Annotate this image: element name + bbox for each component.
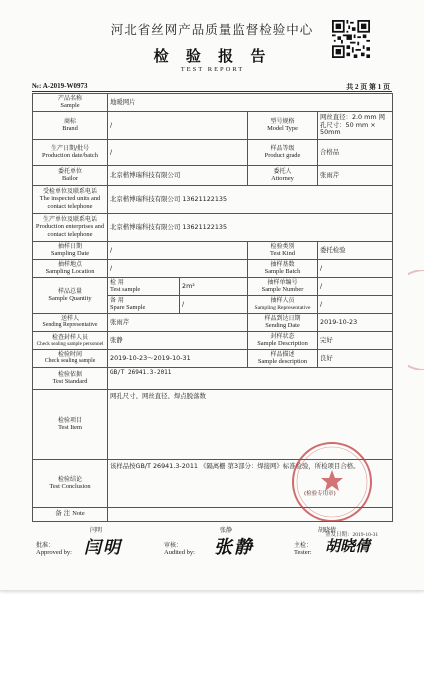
table-row xyxy=(33,277,393,295)
tester-label: 主检： Tester: xyxy=(294,542,313,556)
sending-rep-label: 送样人 Sending Representative xyxy=(33,313,108,331)
sending-date-label: 样品到达日期 Sending Date xyxy=(248,313,318,331)
spare-sample-label: 备 用 Spare Sample xyxy=(108,295,180,313)
brand-label: 商标 Brand xyxy=(33,111,108,139)
bailor-label: 委托单位 Bailor xyxy=(33,165,108,185)
production-enterprise-value: 北京楷博瑞科技有限公司 13621122135 xyxy=(108,213,393,241)
check-personnel-label: 检查封样人员 Check sealing sample personnel xyxy=(33,331,108,349)
sampling-date-label: 抽样日期 Sampling Date xyxy=(33,241,108,259)
document-number: №: A-2019-W0973 xyxy=(32,82,88,90)
check-personnel-value: 张静 xyxy=(108,331,248,349)
approver-printed-name: 闫明 xyxy=(90,527,103,534)
product-name-value: 地暖网片 xyxy=(108,94,393,112)
sampling-rep-label: 抽样人员 Sampling Representative xyxy=(248,295,318,313)
issue-date-value: 2019-10-31 xyxy=(352,532,379,538)
sample-desc-value: 良好 xyxy=(318,349,393,367)
table-row xyxy=(33,259,393,277)
approver-signature: 闫明 xyxy=(84,538,122,558)
sample-batch-label: 抽样基数 Sample Batch xyxy=(248,259,318,277)
sampling-location-label: 抽样地点 Sampling Location xyxy=(33,259,108,277)
test-conclusion-value: 该样品按GB/T 26941.3-2011 《隔离栅 第3部分：焊接网》标准检验，所检项目合格。 xyxy=(108,459,393,507)
sample-number-value: / xyxy=(318,277,393,295)
table-row xyxy=(33,349,393,367)
bailor-value: 北京楷博瑞科技有限公司 xyxy=(108,165,248,185)
sample-batch-value: / xyxy=(318,259,393,277)
sampling-date-value: / xyxy=(108,241,248,259)
grade-value: 合格品 xyxy=(318,139,393,165)
grade-label: 样品等级 Product grade xyxy=(248,139,318,165)
table-row xyxy=(33,111,393,139)
sampling-location-value: / xyxy=(108,259,248,277)
model-label: 型号规格 Model Type xyxy=(248,111,318,139)
sample-state-label: 封样状态 Sample Description xyxy=(248,331,318,349)
header-rule xyxy=(32,91,392,92)
check-time-label: 检验时间 Check sealing sample xyxy=(33,349,108,367)
auditor-printed-name: 张静 xyxy=(220,527,233,534)
sending-rep-value: 张雨芹 xyxy=(108,313,248,331)
inspected-units-label: 受检单位及联系电话 The inspected units and contact telephone xyxy=(33,185,108,213)
tester-signature: 胡晓倩 xyxy=(325,537,371,555)
product-name-label: 产品名称 Sample xyxy=(33,94,108,112)
attorney-value: 张雨芹 xyxy=(318,165,393,185)
table-row xyxy=(33,313,393,331)
table-row xyxy=(33,139,393,165)
test-sample-label: 检 用 Test sample xyxy=(108,277,180,295)
check-time-value: 2019-10-23～2019-10-31 xyxy=(108,349,248,367)
stamp-caption: (检验专用章) xyxy=(304,491,336,497)
tester-printed-name: 胡晓倩 xyxy=(318,527,337,534)
sample-quantity-label: 样品总量 Sample Quantity xyxy=(33,277,108,313)
spare-sample-value: / xyxy=(180,295,248,313)
table-row xyxy=(33,213,393,241)
sample-state-value: 完好 xyxy=(318,331,393,349)
model-value: 网丝直径：2.0 mm 网孔尺寸：50 mm × 50mm xyxy=(318,111,393,139)
note-label: 备 注 Note xyxy=(33,507,108,521)
test-kind-value: 委托检验 xyxy=(318,241,393,259)
org-title: 河北省丝网产品质量监督检验中心 xyxy=(110,22,314,37)
production-enterprise-label: 生产单位及联系电话 Production enterprises and contact telephone xyxy=(33,213,108,241)
table-row xyxy=(33,241,393,259)
production-date-label: 生产日期/批号 Production date/batch xyxy=(33,139,108,165)
audited-label: 审核： Audited by: xyxy=(164,542,195,556)
issue-date-label: 签发日期： xyxy=(325,532,353,538)
brand-value: / xyxy=(108,111,248,139)
sample-number-label: 抽样单编号 Sample Number xyxy=(248,277,318,295)
test-standard-value: GB/T 26941.3-2011 xyxy=(108,367,393,389)
table-row xyxy=(33,185,393,213)
approved-label: 批准： Approved by: xyxy=(36,542,72,556)
report-subtitle: TEST REPORT xyxy=(180,66,245,73)
sending-date-value: 2019-10-23 xyxy=(318,313,393,331)
inspected-units-value: 北京楷博瑞科技有限公司 13621122135 xyxy=(108,185,393,213)
test-standard-label: 检验依据 Test Standard xyxy=(33,367,108,389)
side-seal-fragment xyxy=(408,270,424,370)
qr-code-icon xyxy=(332,20,370,58)
page-count: 共 2 页 第 1 页 xyxy=(346,83,390,91)
report-title: 检 验 报 告 xyxy=(153,47,272,65)
attorney-label: 委托人 Attorney xyxy=(248,165,318,185)
inspection-stamp-seal xyxy=(290,440,374,524)
test-item-label: 检验项目 Test Item xyxy=(33,389,108,459)
test-sample-value: 2m² xyxy=(180,277,248,295)
table-row xyxy=(33,165,393,185)
test-kind-label: 检验类别 Test Kind xyxy=(248,241,318,259)
sampling-rep-value: / xyxy=(318,295,393,313)
production-date-value: / xyxy=(108,139,248,165)
table-row xyxy=(33,367,393,389)
test-conclusion-label: 检验结论 Test Conclusion xyxy=(33,459,108,507)
sample-desc-label: 样品描述 Sample description xyxy=(248,349,318,367)
table-row xyxy=(33,331,393,349)
test-item-value: 网孔尺寸、网丝直径、焊点脱落数 xyxy=(108,389,393,459)
table-row xyxy=(33,94,393,112)
auditor-signature: 张静 xyxy=(214,537,254,558)
